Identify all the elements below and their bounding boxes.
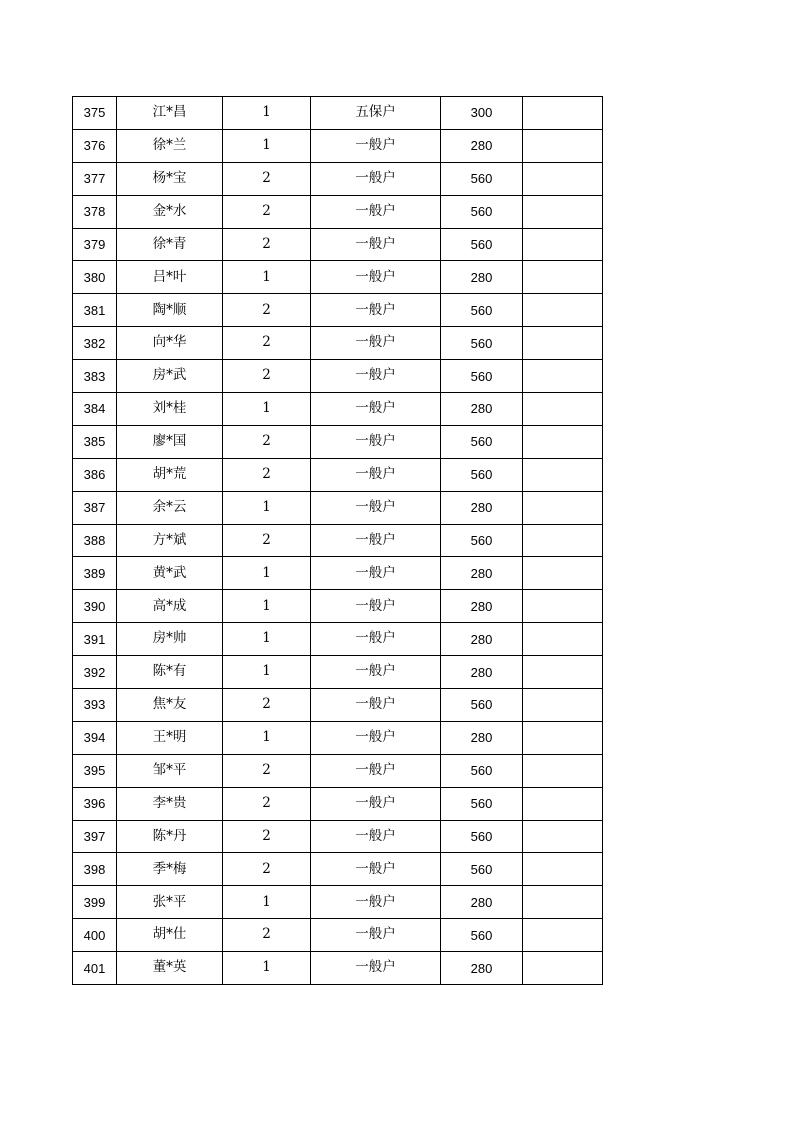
amount-cell: 560 <box>441 360 523 393</box>
name-cell: 徐*青 <box>117 228 223 261</box>
name-cell: 房*武 <box>117 360 223 393</box>
row-number-cell: 395 <box>73 754 117 787</box>
name-cell: 焦*友 <box>117 689 223 722</box>
member-count-cell: 2 <box>223 853 311 886</box>
member-count-cell: 2 <box>223 360 311 393</box>
note-cell <box>523 360 603 393</box>
amount-cell: 280 <box>441 590 523 623</box>
household-type-cell: 一般户 <box>311 195 441 228</box>
amount-cell: 560 <box>441 162 523 195</box>
member-count-cell: 2 <box>223 787 311 820</box>
row-number-cell: 401 <box>73 952 117 985</box>
member-count-cell: 2 <box>223 195 311 228</box>
name-cell: 陈*有 <box>117 656 223 689</box>
amount-cell: 560 <box>441 327 523 360</box>
row-number-cell: 392 <box>73 656 117 689</box>
household-type-cell: 一般户 <box>311 886 441 919</box>
row-number-cell: 382 <box>73 327 117 360</box>
row-number-cell: 398 <box>73 853 117 886</box>
member-count-cell: 2 <box>223 162 311 195</box>
amount-cell: 300 <box>441 97 523 130</box>
member-count-cell: 2 <box>223 689 311 722</box>
amount-cell: 560 <box>441 458 523 491</box>
table-row <box>73 162 603 195</box>
amount-cell: 280 <box>441 886 523 919</box>
row-number-cell: 377 <box>73 162 117 195</box>
name-cell: 金*水 <box>117 195 223 228</box>
amount-cell: 560 <box>441 689 523 722</box>
amount-cell: 560 <box>441 787 523 820</box>
row-number-cell: 396 <box>73 787 117 820</box>
note-cell <box>523 97 603 130</box>
name-cell: 李*贵 <box>117 787 223 820</box>
table-row <box>73 623 603 656</box>
table-row <box>73 689 603 722</box>
name-cell: 董*英 <box>117 952 223 985</box>
name-cell: 江*昌 <box>117 97 223 130</box>
amount-cell: 280 <box>441 656 523 689</box>
member-count-cell: 1 <box>223 886 311 919</box>
row-number-cell: 375 <box>73 97 117 130</box>
household-type-cell: 五保户 <box>311 97 441 130</box>
row-number-cell: 385 <box>73 425 117 458</box>
household-type-cell: 一般户 <box>311 261 441 294</box>
amount-cell: 280 <box>441 952 523 985</box>
amount-cell: 280 <box>441 557 523 590</box>
table-row <box>73 360 603 393</box>
amount-cell: 560 <box>441 294 523 327</box>
note-cell <box>523 853 603 886</box>
row-number-cell: 391 <box>73 623 117 656</box>
household-type-cell: 一般户 <box>311 327 441 360</box>
row-number-cell: 381 <box>73 294 117 327</box>
note-cell <box>523 820 603 853</box>
member-count-cell: 2 <box>223 458 311 491</box>
amount-cell: 560 <box>441 228 523 261</box>
table-row <box>73 754 603 787</box>
table-row <box>73 425 603 458</box>
name-cell: 王*明 <box>117 721 223 754</box>
note-cell <box>523 491 603 524</box>
note-cell <box>523 524 603 557</box>
name-cell: 吕*叶 <box>117 261 223 294</box>
row-number-cell: 388 <box>73 524 117 557</box>
amount-cell: 280 <box>441 491 523 524</box>
member-count-cell: 2 <box>223 820 311 853</box>
household-type-cell: 一般户 <box>311 393 441 426</box>
table-row <box>73 393 603 426</box>
member-count-cell: 2 <box>223 754 311 787</box>
table-row <box>73 820 603 853</box>
table-row <box>73 294 603 327</box>
household-type-cell: 一般户 <box>311 689 441 722</box>
row-number-cell: 387 <box>73 491 117 524</box>
table-row <box>73 787 603 820</box>
household-type-cell: 一般户 <box>311 557 441 590</box>
name-cell: 张*平 <box>117 886 223 919</box>
table-row <box>73 886 603 919</box>
name-cell: 廖*国 <box>117 425 223 458</box>
row-number-cell: 378 <box>73 195 117 228</box>
row-number-cell: 394 <box>73 721 117 754</box>
note-cell <box>523 689 603 722</box>
household-type-cell: 一般户 <box>311 754 441 787</box>
note-cell <box>523 228 603 261</box>
table-row <box>73 97 603 130</box>
row-number-cell: 383 <box>73 360 117 393</box>
note-cell <box>523 886 603 919</box>
table-row <box>73 228 603 261</box>
name-cell: 徐*兰 <box>117 129 223 162</box>
note-cell <box>523 129 603 162</box>
note-cell <box>523 787 603 820</box>
household-type-cell: 一般户 <box>311 524 441 557</box>
note-cell <box>523 327 603 360</box>
household-type-cell: 一般户 <box>311 623 441 656</box>
amount-cell: 560 <box>441 754 523 787</box>
household-type-cell: 一般户 <box>311 458 441 491</box>
member-count-cell: 1 <box>223 491 311 524</box>
row-number-cell: 379 <box>73 228 117 261</box>
row-number-cell: 397 <box>73 820 117 853</box>
member-count-cell: 1 <box>223 623 311 656</box>
row-number-cell: 390 <box>73 590 117 623</box>
household-type-cell: 一般户 <box>311 491 441 524</box>
name-cell: 季*梅 <box>117 853 223 886</box>
row-number-cell: 376 <box>73 129 117 162</box>
note-cell <box>523 590 603 623</box>
name-cell: 方*斌 <box>117 524 223 557</box>
member-count-cell: 1 <box>223 590 311 623</box>
member-count-cell: 2 <box>223 228 311 261</box>
household-type-cell: 一般户 <box>311 952 441 985</box>
household-type-cell: 一般户 <box>311 425 441 458</box>
name-cell: 陶*顺 <box>117 294 223 327</box>
table-row <box>73 491 603 524</box>
row-number-cell: 393 <box>73 689 117 722</box>
row-number-cell: 384 <box>73 393 117 426</box>
note-cell <box>523 162 603 195</box>
table-row <box>73 195 603 228</box>
note-cell <box>523 952 603 985</box>
table-row <box>73 524 603 557</box>
member-count-cell: 2 <box>223 327 311 360</box>
household-table-body <box>73 97 603 985</box>
table-row <box>73 458 603 491</box>
member-count-cell: 1 <box>223 261 311 294</box>
row-number-cell: 400 <box>73 919 117 952</box>
table-row <box>73 261 603 294</box>
name-cell: 黄*武 <box>117 557 223 590</box>
member-count-cell: 1 <box>223 393 311 426</box>
row-number-cell: 380 <box>73 261 117 294</box>
member-count-cell: 1 <box>223 129 311 162</box>
row-number-cell: 389 <box>73 557 117 590</box>
table-row <box>73 590 603 623</box>
note-cell <box>523 623 603 656</box>
household-type-cell: 一般户 <box>311 162 441 195</box>
note-cell <box>523 557 603 590</box>
table-row <box>73 327 603 360</box>
amount-cell: 280 <box>441 721 523 754</box>
household-type-cell: 一般户 <box>311 787 441 820</box>
name-cell: 余*云 <box>117 491 223 524</box>
household-table <box>72 96 603 985</box>
note-cell <box>523 195 603 228</box>
table-row <box>73 721 603 754</box>
note-cell <box>523 294 603 327</box>
name-cell: 杨*宝 <box>117 162 223 195</box>
household-type-cell: 一般户 <box>311 294 441 327</box>
name-cell: 胡*仕 <box>117 919 223 952</box>
name-cell: 邹*平 <box>117 754 223 787</box>
household-type-cell: 一般户 <box>311 360 441 393</box>
member-count-cell: 1 <box>223 952 311 985</box>
amount-cell: 560 <box>441 195 523 228</box>
table-row <box>73 557 603 590</box>
note-cell <box>523 261 603 294</box>
amount-cell: 560 <box>441 425 523 458</box>
note-cell <box>523 393 603 426</box>
member-count-cell: 1 <box>223 656 311 689</box>
name-cell: 高*成 <box>117 590 223 623</box>
member-count-cell: 2 <box>223 524 311 557</box>
name-cell: 陈*丹 <box>117 820 223 853</box>
member-count-cell: 2 <box>223 425 311 458</box>
name-cell: 刘*桂 <box>117 393 223 426</box>
note-cell <box>523 458 603 491</box>
household-type-cell: 一般户 <box>311 853 441 886</box>
table-row <box>73 919 603 952</box>
amount-cell: 560 <box>441 853 523 886</box>
member-count-cell: 1 <box>223 721 311 754</box>
note-cell <box>523 425 603 458</box>
household-type-cell: 一般户 <box>311 721 441 754</box>
member-count-cell: 1 <box>223 97 311 130</box>
table-row <box>73 129 603 162</box>
amount-cell: 280 <box>441 623 523 656</box>
amount-cell: 280 <box>441 261 523 294</box>
household-type-cell: 一般户 <box>311 228 441 261</box>
name-cell: 胡*荒 <box>117 458 223 491</box>
row-number-cell: 386 <box>73 458 117 491</box>
household-type-cell: 一般户 <box>311 590 441 623</box>
note-cell <box>523 656 603 689</box>
note-cell <box>523 721 603 754</box>
table-row <box>73 853 603 886</box>
table-row <box>73 656 603 689</box>
amount-cell: 280 <box>441 129 523 162</box>
household-type-cell: 一般户 <box>311 656 441 689</box>
household-type-cell: 一般户 <box>311 919 441 952</box>
household-type-cell: 一般户 <box>311 820 441 853</box>
name-cell: 房*帅 <box>117 623 223 656</box>
amount-cell: 560 <box>441 919 523 952</box>
name-cell: 向*华 <box>117 327 223 360</box>
household-type-cell: 一般户 <box>311 129 441 162</box>
amount-cell: 280 <box>441 393 523 426</box>
note-cell <box>523 754 603 787</box>
amount-cell: 560 <box>441 524 523 557</box>
note-cell <box>523 919 603 952</box>
member-count-cell: 2 <box>223 294 311 327</box>
member-count-cell: 1 <box>223 557 311 590</box>
row-number-cell: 399 <box>73 886 117 919</box>
member-count-cell: 2 <box>223 919 311 952</box>
table-row <box>73 952 603 985</box>
amount-cell: 560 <box>441 820 523 853</box>
